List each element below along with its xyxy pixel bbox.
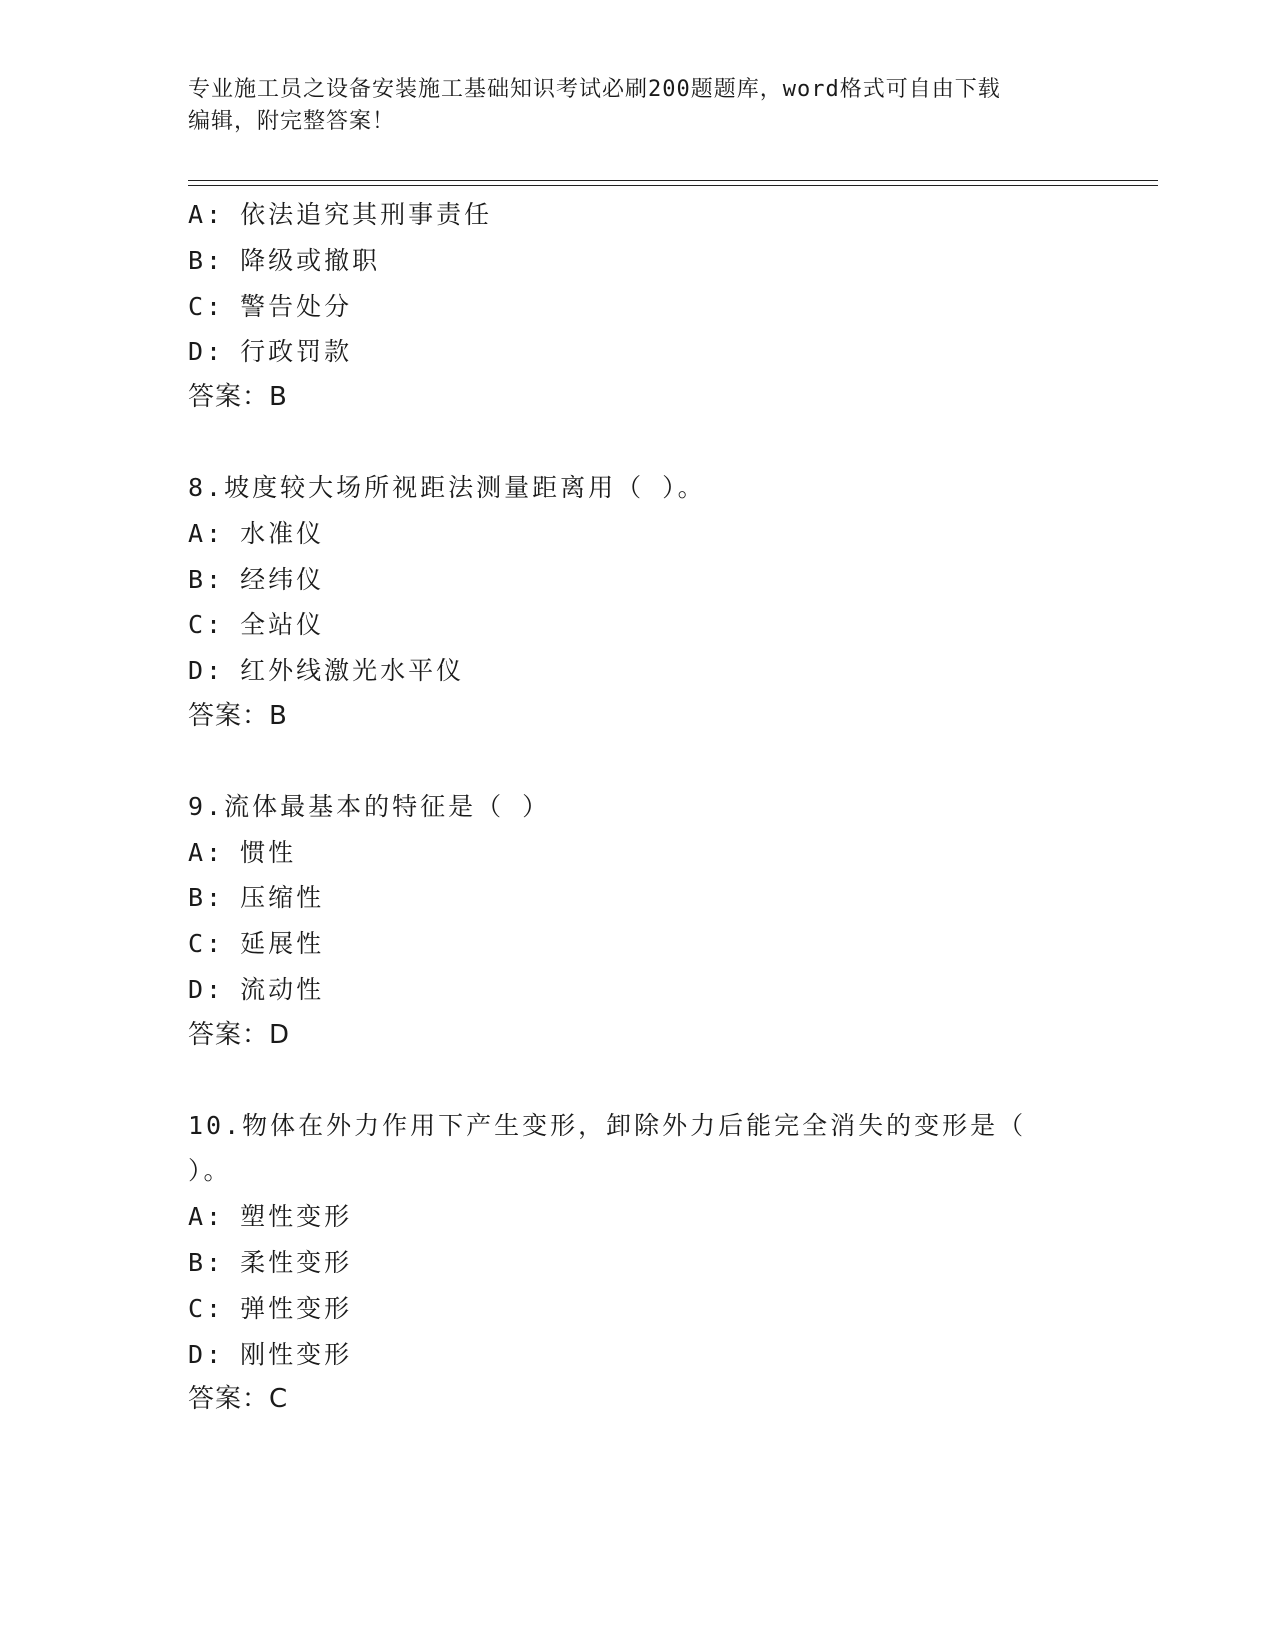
- option-label: D:: [188, 1339, 225, 1369]
- answer-line: 答案：D: [188, 1019, 291, 1050]
- option-label: D:: [188, 337, 225, 367]
- spacer: [188, 1059, 1088, 1103]
- option-text: 经纬仪: [240, 564, 325, 594]
- option-label: D:: [188, 974, 225, 1004]
- answer-line: 答案：B: [188, 382, 288, 413]
- option-text: 水准仪: [240, 518, 325, 548]
- option-b: [188, 1240, 1088, 1286]
- option-label: A:: [188, 518, 225, 548]
- question-9: [188, 784, 1088, 1059]
- option-d: [188, 1332, 1088, 1378]
- question-text: 9.流体最基本的特征是（ ）: [188, 791, 551, 821]
- option-text: 降级或撤职: [240, 245, 381, 275]
- option-a: [188, 192, 1088, 238]
- option-label: C:: [188, 610, 225, 640]
- option-text: 依法追究其刑事责任: [240, 200, 493, 229]
- option-d: [188, 648, 1088, 694]
- option-text: 行政罚款: [240, 337, 353, 367]
- document-header: [188, 74, 1088, 138]
- option-text: 压缩性: [240, 883, 325, 913]
- option-label: A:: [188, 1202, 225, 1232]
- option-b: [188, 557, 1088, 603]
- header-title-line-2: 编辑，附完整答案！: [188, 109, 396, 134]
- option-text: 红外线激光水平仪: [240, 656, 465, 686]
- header-title-line-1: 专业施工员之设备安装施工基础知识考试必刷200题题库，word格式可自由下载: [188, 77, 1001, 102]
- option-text: 柔性变形: [240, 1247, 353, 1277]
- spacer: [188, 421, 1088, 465]
- option-c: [188, 284, 1088, 330]
- option-label: D:: [188, 656, 225, 686]
- option-text: 全站仪: [240, 610, 325, 640]
- option-text: 弹性变形: [240, 1293, 353, 1323]
- option-label: B:: [188, 245, 225, 275]
- question-7: [188, 192, 1088, 421]
- option-label: C:: [188, 1293, 225, 1323]
- option-c: [188, 1286, 1088, 1332]
- option-a: [188, 830, 1088, 876]
- option-d: [188, 967, 1088, 1013]
- option-d: [188, 329, 1088, 375]
- answer-line: 答案：B: [188, 700, 288, 731]
- option-a: [188, 1194, 1088, 1240]
- question-text: 8.坡度较大场所视距法测量距离用（ ）。: [188, 472, 706, 502]
- option-text: 惯性: [240, 837, 297, 867]
- question-list: [188, 192, 1088, 1423]
- option-label: B:: [188, 1247, 225, 1277]
- option-c: [188, 921, 1088, 967]
- answer-line: 答案：C: [188, 1384, 289, 1415]
- option-text: 流动性: [240, 974, 325, 1004]
- question-8: [188, 465, 1088, 740]
- option-text: 延展性: [240, 929, 325, 959]
- option-a: [188, 511, 1088, 557]
- option-label: B:: [188, 564, 225, 594]
- header-divider-top: [188, 180, 1158, 181]
- option-label: B:: [188, 883, 225, 913]
- option-label: A:: [188, 837, 225, 867]
- spacer: [188, 740, 1088, 784]
- header-divider-bottom: [188, 185, 1158, 186]
- question-text-line-2: ）。: [188, 1156, 232, 1186]
- option-b: [188, 875, 1088, 921]
- option-b: [188, 238, 1088, 284]
- option-label: C:: [188, 929, 225, 959]
- question-text-line-1: 10.物体在外力作用下产生变形，卸除外力后能完全消失的变形是（: [188, 1110, 1027, 1140]
- option-text: 警告处分: [240, 291, 353, 321]
- option-label: A:: [188, 200, 225, 229]
- option-c: [188, 602, 1088, 648]
- question-10: [188, 1103, 1088, 1424]
- option-text: 塑性变形: [240, 1202, 353, 1232]
- option-label: C:: [188, 291, 225, 321]
- option-text: 刚性变形: [240, 1339, 353, 1369]
